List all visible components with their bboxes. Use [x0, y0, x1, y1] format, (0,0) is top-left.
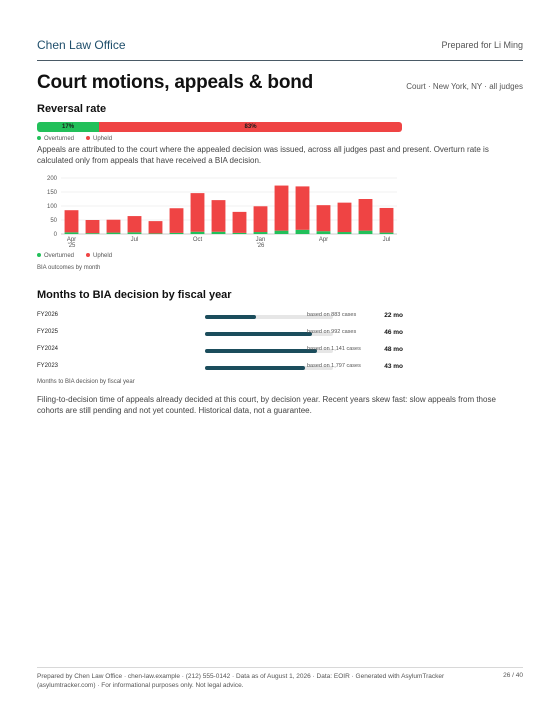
bar-overturned: [254, 232, 268, 234]
reversal-rate-bar: [37, 122, 402, 132]
bar-overturned: [317, 231, 331, 234]
bar-overturned: [128, 232, 142, 234]
footer-divider: [37, 667, 523, 668]
bar-upheld: [65, 210, 79, 232]
fiscal-months: 48 mo: [384, 346, 403, 353]
bar-upheld: [86, 220, 100, 233]
bar-overturned: [338, 232, 352, 234]
x-tick-label: '26: [256, 243, 265, 248]
bar-overturned: [296, 230, 310, 234]
x-tick-label: '25: [67, 243, 76, 248]
bar-upheld: [233, 212, 247, 233]
y-tick-label: 150: [46, 190, 57, 196]
fiscal-bar-fill: [205, 332, 312, 336]
fiscal-cases: based on 1,141 cases: [307, 346, 361, 352]
legend-upheld: Upheld: [86, 136, 112, 142]
bar-overturned: [191, 232, 205, 234]
y-tick-label: 100: [46, 204, 57, 210]
upheld-swatch-icon: [86, 136, 90, 140]
brand-name: Chen Law Office: [37, 38, 126, 52]
bar-upheld: [275, 186, 289, 231]
page-header: [37, 38, 523, 61]
overturned-pct: 17%: [62, 124, 75, 130]
fiscal-cases: based on 1,797 cases: [307, 363, 361, 369]
fiscal-caption: Months to BIA decision by fiscal year: [37, 379, 135, 385]
x-tick-label: Jan: [255, 237, 266, 243]
bar-upheld: [191, 193, 205, 232]
chart-legend: [37, 253, 112, 259]
overturned-legend-icon: [37, 253, 41, 257]
chart-caption: BIA outcomes by month: [37, 265, 101, 271]
fiscal-row: [37, 363, 403, 373]
fiscal-months: 46 mo: [384, 329, 403, 336]
bar-upheld: [254, 206, 268, 232]
reversal-heading: Reversal rate: [37, 103, 107, 115]
x-tick-label: Jul: [130, 237, 139, 243]
fiscal-heading: Months to BIA decision by fiscal year: [37, 289, 232, 301]
fiscal-cases: based on 992 cases: [307, 329, 357, 335]
x-tick-label: Apr: [66, 237, 77, 243]
bar-overturned: [149, 233, 163, 234]
bar-overturned: [107, 233, 121, 234]
y-tick-label: 200: [46, 176, 57, 182]
overturned-segment: [37, 122, 99, 132]
reversal-legend: [37, 136, 112, 142]
bar-overturned: [86, 233, 100, 234]
fiscal-year: FY2024: [37, 346, 59, 352]
bar-overturned: [275, 231, 289, 234]
x-tick-label: Apr: [318, 237, 329, 243]
bar-overturned: [233, 233, 247, 234]
fiscal-months: 43 mo: [384, 363, 403, 370]
page-number: 26 / 40: [503, 672, 523, 679]
bar-upheld: [128, 216, 142, 232]
fiscal-year: FY2025: [37, 329, 59, 335]
prepared-for: Prepared for Li Ming: [441, 40, 523, 50]
bar-overturned: [212, 232, 226, 234]
y-tick-label: 0: [53, 232, 57, 238]
bar-upheld: [338, 203, 352, 232]
fiscal-cases: based on 883 cases: [307, 312, 357, 318]
fiscal-row: [37, 312, 403, 322]
bar-overturned: [359, 231, 373, 234]
bar-upheld: [170, 208, 184, 233]
page-title: Court motions, appeals & bond: [37, 72, 314, 93]
x-tick-label: Jul: [382, 237, 391, 243]
fiscal-year: FY2023: [37, 363, 59, 369]
footer-text: Prepared by Chen Law Office · chen-law.example · (212) 555-0142 · Data as of August 1, 2026 · Data: EOIR · Generated with AsylumTracker (asylumtracker.com) · For informational purposes only. Not legal advice.: [37, 673, 445, 689]
legend-overturned: Overturned: [37, 136, 74, 142]
bar-overturned: [170, 233, 184, 234]
fiscal-year: FY2026: [37, 312, 59, 318]
court-meta: Court · New York, NY · all judges: [406, 82, 523, 91]
fiscal-bar-fill: [205, 349, 317, 353]
upheld-segment: [99, 122, 402, 132]
bia-outcomes-chart: [37, 172, 403, 248]
fiscal-months: 22 mo: [384, 312, 403, 319]
bar-upheld: [212, 200, 226, 232]
bar-upheld: [380, 208, 394, 233]
x-tick-label: Oct: [192, 237, 203, 243]
fiscal-description: Filing-to-decision time of appeals already decided at this court, by decision year. Recent years skew fast: slow appeals from those cohorts are still pending and not yet counted. Historical data, not a guarantee.: [37, 395, 496, 415]
chart-legend-overturned: Overturned: [37, 253, 74, 259]
fiscal-row: [37, 329, 403, 339]
bar-upheld: [107, 220, 121, 233]
fiscal-row: [37, 346, 403, 356]
bar-overturned: [380, 233, 394, 234]
bar-overturned: [65, 232, 79, 234]
bar-upheld: [317, 205, 331, 231]
fiscal-bar-fill: [205, 366, 305, 370]
bar-upheld: [296, 186, 310, 229]
reversal-description: Appeals are attributed to the court where the appealed decision was issued, across all judges past and present. Overturn rate is calculated only from appeals that have received a BIA decision.: [37, 145, 489, 165]
upheld-pct: 83%: [244, 124, 257, 130]
chart-legend-upheld: Upheld: [86, 253, 112, 259]
overturned-swatch-icon: [37, 136, 41, 140]
bar-upheld: [149, 221, 163, 233]
upheld-legend-icon: [86, 253, 90, 257]
y-tick-label: 50: [50, 218, 57, 224]
bar-upheld: [359, 199, 373, 231]
fiscal-bar-fill: [205, 315, 256, 319]
